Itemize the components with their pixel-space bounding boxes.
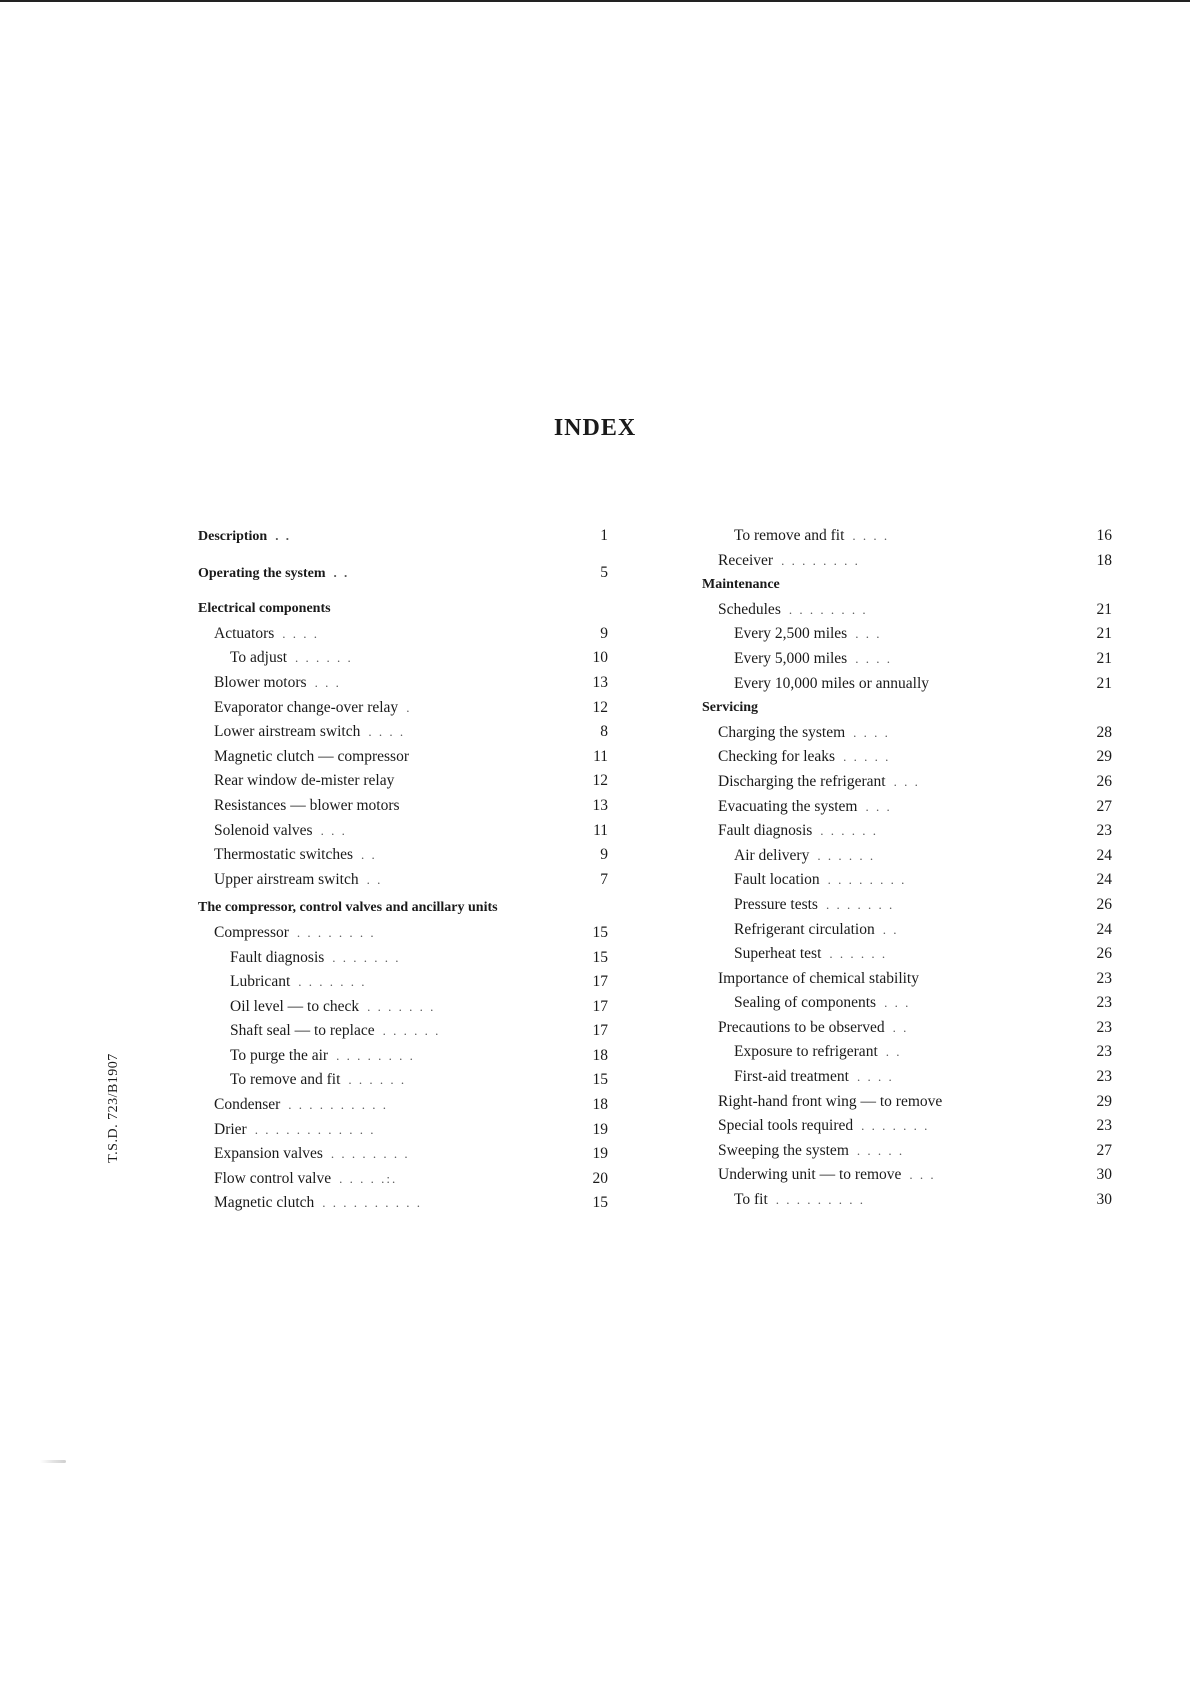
entry-page-number: 20 xyxy=(592,1169,608,1187)
page-title: INDEX xyxy=(553,415,637,441)
entry-text: Air delivery xyxy=(734,846,810,864)
index-entry xyxy=(198,1167,608,1192)
entry-page-number: 30 xyxy=(1096,1191,1112,1209)
entry-label xyxy=(718,967,919,992)
index-entry xyxy=(198,946,608,971)
entry-text: Electrical components xyxy=(198,601,331,617)
entry-label xyxy=(214,696,411,721)
entry-page-number: 12 xyxy=(592,698,608,716)
entry-text: Servicing xyxy=(702,700,758,716)
dot-leader: . . . . xyxy=(855,650,892,666)
entry-page-number: 21 xyxy=(1096,674,1112,692)
dot-leader: . . xyxy=(361,847,377,863)
entry-label xyxy=(214,921,376,946)
index-entry xyxy=(702,1163,1112,1188)
entry-label xyxy=(230,970,367,995)
entry-label xyxy=(230,1019,440,1044)
dot-leader: . . . . . . . . . . . . xyxy=(254,1121,376,1137)
entry-label xyxy=(734,1040,902,1065)
entry-page-number: 23 xyxy=(1096,994,1112,1012)
dot-leader: . . . . . . . . xyxy=(336,1047,415,1063)
index-entry xyxy=(702,1090,1112,1115)
entry-page-number: 23 xyxy=(1096,969,1112,987)
index-column-right xyxy=(702,524,1112,1213)
dot-leader: . . . . xyxy=(282,625,320,641)
dot-leader: . . . . . . xyxy=(382,1023,441,1039)
dot-leader: . . xyxy=(885,1044,902,1060)
entry-text: To adjust xyxy=(230,649,288,667)
index-entry xyxy=(702,991,1112,1016)
index-entry xyxy=(702,1040,1112,1065)
index-entry xyxy=(198,970,608,995)
entry-page-number: 26 xyxy=(1096,772,1112,790)
entry-label xyxy=(734,942,887,967)
entry-text: Checking for leaks xyxy=(718,748,836,766)
index-entry xyxy=(702,1065,1112,1090)
entry-text: Lower airstream switch xyxy=(214,723,361,741)
index-entry xyxy=(702,868,1112,893)
entry-page-number: 7 xyxy=(600,870,608,888)
entry-label xyxy=(718,1090,942,1115)
entry-label xyxy=(718,1016,908,1041)
entry-label xyxy=(214,1093,388,1118)
top-border-rule xyxy=(0,0,1190,2)
entry-label xyxy=(198,524,291,550)
entry-text: Discharging the refrigerant xyxy=(718,772,886,790)
index-entry xyxy=(702,918,1112,943)
index-entry xyxy=(702,967,1112,992)
entry-page-number: 17 xyxy=(592,1022,608,1040)
dot-leader: . . . . . . . . . . xyxy=(288,1097,389,1113)
entry-label xyxy=(214,745,409,770)
entry-label xyxy=(198,597,331,622)
entry-page-number: 18 xyxy=(592,1046,608,1064)
index-entry xyxy=(198,794,608,819)
dot-leader: . . . . . . . xyxy=(332,949,401,965)
dot-leader: . . . . . . . . . xyxy=(775,1192,866,1208)
entry-label xyxy=(718,721,890,746)
dot-leader: . . xyxy=(882,921,899,937)
entry-page-number: 19 xyxy=(592,1120,608,1138)
entry-text: Importance of chemical stability xyxy=(718,969,919,987)
index-entry xyxy=(702,1188,1112,1213)
entry-text: Receiver xyxy=(718,551,774,569)
entry-page-number: 17 xyxy=(592,973,608,991)
index-entry xyxy=(702,647,1112,672)
entry-text: Lubricant xyxy=(230,973,291,991)
index-entry xyxy=(702,598,1112,623)
dot-leader: . . . . xyxy=(853,724,890,740)
dot-leader: . . . . . xyxy=(843,749,891,765)
entry-label xyxy=(214,794,400,819)
entry-label xyxy=(734,647,892,672)
entry-label xyxy=(718,1114,929,1139)
entry-text: First-aid treatment xyxy=(734,1068,849,1086)
entry-page-number: 9 xyxy=(600,846,608,864)
dot-leader: . . . . . . . . xyxy=(330,1146,410,1162)
index-entry xyxy=(198,868,608,893)
document-reference-code: T.S.D. 723/B1907 xyxy=(106,1053,121,1163)
dot-leader: . . xyxy=(333,564,350,580)
entry-page-number: 19 xyxy=(592,1145,608,1163)
dot-leader: . . . . . . xyxy=(295,650,353,666)
entry-text: Fault diagnosis xyxy=(718,822,813,840)
entry-text: Evacuating the system xyxy=(718,797,858,815)
entry-text: Resistances — blower motors xyxy=(214,796,400,814)
entry-label xyxy=(718,1163,936,1188)
index-entry xyxy=(702,893,1112,918)
index-entry xyxy=(198,995,608,1020)
entry-text: Oil level — to check xyxy=(230,997,360,1015)
entry-text: Precautions to be observed xyxy=(718,1018,885,1036)
dot-leader: . . . . . . . xyxy=(367,998,436,1014)
entry-label xyxy=(214,622,319,647)
entry-text: Every 10,000 miles or annually xyxy=(734,674,929,692)
index-entry xyxy=(702,745,1112,770)
dot-leader: . . . xyxy=(865,798,892,814)
index-entry xyxy=(702,549,1112,574)
entry-page-number: 30 xyxy=(1096,1166,1112,1184)
entry-text: Schedules xyxy=(718,600,781,618)
entry-text: Blower motors xyxy=(214,673,307,691)
entry-text: Thermostatic switches xyxy=(214,846,354,864)
scan-speck xyxy=(40,1460,66,1463)
entry-label xyxy=(734,991,910,1016)
dot-leader: . . . . . . xyxy=(817,847,876,863)
entry-label xyxy=(198,896,498,921)
index-entry xyxy=(702,1139,1112,1164)
entry-page-number: 13 xyxy=(592,673,608,691)
index-entry xyxy=(198,921,608,946)
entry-label xyxy=(214,868,382,893)
entry-label xyxy=(718,795,892,820)
entry-page-number: 26 xyxy=(1096,895,1112,913)
entry-page-number: 23 xyxy=(1096,822,1112,840)
entry-page-number: 10 xyxy=(592,649,608,667)
index-entry xyxy=(702,1114,1112,1139)
index-heading xyxy=(702,573,1112,598)
entry-text: Every 5,000 miles xyxy=(734,649,848,667)
index-column-left xyxy=(198,524,608,1216)
dot-leader: . . . xyxy=(855,626,882,642)
entry-text: Actuators xyxy=(214,624,275,642)
index-entry xyxy=(198,671,608,696)
entry-page-number: 27 xyxy=(1096,1141,1112,1159)
entry-text: Magnetic clutch xyxy=(214,1194,315,1212)
entry-label xyxy=(734,844,875,869)
dot-leader: . . . . . . xyxy=(820,823,879,839)
entry-text: Pressure tests xyxy=(734,895,818,913)
entry-label xyxy=(214,843,377,868)
index-entry xyxy=(702,622,1112,647)
entry-text: Every 2,500 miles xyxy=(734,625,848,643)
entry-text: Flow control valve xyxy=(214,1169,332,1187)
entry-label xyxy=(198,561,349,587)
index-heading xyxy=(198,597,608,622)
entry-text: Operating the system xyxy=(198,565,326,581)
index-heading xyxy=(198,524,608,549)
entry-label xyxy=(230,995,435,1020)
dot-leader: . . . xyxy=(320,822,347,838)
dot-leader: . . xyxy=(275,528,291,543)
entry-page-number: 27 xyxy=(1096,797,1112,815)
dot-leader: . . . . . . . xyxy=(861,1118,930,1134)
entry-text: Superheat test xyxy=(734,945,822,963)
index-entry xyxy=(198,1068,608,1093)
index-entry xyxy=(198,769,608,794)
entry-text: The compressor, control valves and ancillary units xyxy=(198,900,498,916)
index-entry xyxy=(702,721,1112,746)
entry-text: Exposure to refrigerant xyxy=(734,1043,878,1061)
entry-text: To purge the air xyxy=(230,1046,329,1064)
entry-text: Refrigerant circulation xyxy=(734,920,875,938)
entry-page-number: 23 xyxy=(1096,1117,1112,1135)
entry-page-number: 9 xyxy=(600,624,608,642)
entry-page-number: 11 xyxy=(593,747,608,765)
entry-label xyxy=(214,720,405,745)
entry-page-number: 21 xyxy=(1096,625,1112,643)
entry-page-number: 23 xyxy=(1096,1068,1112,1086)
entry-page-number: 24 xyxy=(1096,920,1112,938)
index-entry xyxy=(198,819,608,844)
entry-label xyxy=(718,598,868,623)
entry-page-number: 16 xyxy=(1096,527,1112,544)
entry-page-number: 29 xyxy=(1096,748,1112,766)
dot-leader: . . xyxy=(366,871,383,887)
entry-text: Sweeping the system xyxy=(718,1141,849,1159)
entry-text: To remove and fit xyxy=(230,1071,341,1089)
dot-leader: . . . xyxy=(314,674,341,690)
entry-label xyxy=(734,918,898,943)
entry-page-number: 17 xyxy=(592,997,608,1015)
index-entry xyxy=(702,770,1112,795)
index-entry xyxy=(198,622,608,647)
entry-page-number: 5 xyxy=(600,563,608,581)
entry-label xyxy=(718,770,920,795)
entry-text: Shaft seal — to replace xyxy=(230,1022,375,1040)
entry-page-number: 24 xyxy=(1096,846,1112,864)
entry-text: Sealing of components xyxy=(734,994,877,1012)
entry-label xyxy=(214,819,347,844)
entry-label xyxy=(702,696,758,721)
entry-page-number: 29 xyxy=(1096,1092,1112,1110)
index-entry xyxy=(198,646,608,671)
dot-leader: . . xyxy=(892,1019,909,1035)
entry-label xyxy=(718,1139,904,1164)
dot-leader: . . . xyxy=(884,995,911,1011)
entry-label xyxy=(734,622,881,647)
entry-text: Magnetic clutch — compressor xyxy=(214,747,409,765)
entry-label xyxy=(734,893,894,918)
dot-leader: . . . . .:. xyxy=(339,1170,398,1186)
entry-text: Maintenance xyxy=(702,577,780,593)
dot-leader: . . . . . . xyxy=(348,1072,407,1088)
entry-text: Underwing unit — to remove xyxy=(718,1166,902,1184)
dot-leader: . . . . . . . . xyxy=(827,872,907,888)
index-entry xyxy=(198,1044,608,1069)
entry-label xyxy=(214,1167,397,1192)
entry-page-number: 8 xyxy=(600,723,608,741)
entry-label xyxy=(702,573,780,598)
dot-leader: . . . xyxy=(909,1167,936,1183)
index-entry xyxy=(198,1191,608,1216)
index-entry xyxy=(198,1019,608,1044)
entry-page-number: 13 xyxy=(592,796,608,814)
entry-text: Drier xyxy=(214,1120,247,1138)
entry-label xyxy=(214,671,341,696)
dot-leader: . . . . . xyxy=(856,1142,905,1158)
dot-leader: . . . xyxy=(893,773,920,789)
entry-page-number: 18 xyxy=(592,1096,608,1114)
entry-text: Description xyxy=(198,529,268,544)
entry-text: Evaporator change-over relay xyxy=(214,698,399,716)
index-entry xyxy=(198,1118,608,1143)
entry-label xyxy=(718,745,890,770)
entry-label xyxy=(230,946,401,971)
entry-page-number: 21 xyxy=(1096,649,1112,667)
dot-leader: . . . . xyxy=(852,528,890,543)
dot-leader: . . . . xyxy=(856,1069,894,1085)
entry-label xyxy=(230,646,353,671)
entry-label xyxy=(214,1142,410,1167)
index-entry xyxy=(702,795,1112,820)
entry-page-number: 18 xyxy=(1096,551,1112,569)
entry-label xyxy=(214,1118,375,1143)
entry-page-number: 26 xyxy=(1096,945,1112,963)
dot-leader: . . . . . . . xyxy=(298,974,367,990)
index-entry xyxy=(702,844,1112,869)
entry-label xyxy=(734,672,929,697)
dot-leader: . . . . . . . . . . xyxy=(322,1195,423,1211)
entry-text: Special tools required xyxy=(718,1117,854,1135)
index-entry xyxy=(198,843,608,868)
dot-leader: . xyxy=(406,699,412,715)
index-entry xyxy=(198,720,608,745)
dot-leader: . . . . . . . . xyxy=(781,552,860,568)
index-entry xyxy=(702,942,1112,967)
entry-text: Charging the system xyxy=(718,723,846,741)
dot-leader: . . . . xyxy=(368,724,406,740)
entry-text: Expansion valves xyxy=(214,1145,323,1163)
entry-label xyxy=(230,1044,415,1069)
entry-text: Condenser xyxy=(214,1096,281,1114)
entry-page-number: 15 xyxy=(592,923,608,941)
dot-leader: . . . . . . . . xyxy=(788,601,868,617)
index-heading xyxy=(198,896,608,921)
index-entry xyxy=(702,524,1112,549)
entry-text: To remove and fit xyxy=(734,527,845,544)
entry-label xyxy=(718,819,878,844)
entry-text: Fault diagnosis xyxy=(230,948,325,966)
entry-page-number: 15 xyxy=(592,1071,608,1089)
entry-text: Right-hand front wing — to remove xyxy=(718,1092,943,1110)
index-entry xyxy=(702,1016,1112,1041)
entry-label xyxy=(734,868,906,893)
entry-label xyxy=(734,1188,865,1213)
entry-text: Compressor xyxy=(214,923,289,941)
entry-text: Rear window de-mister relay xyxy=(214,772,395,790)
entry-page-number: 15 xyxy=(592,1194,608,1212)
index-entry xyxy=(198,1142,608,1167)
dot-leader: . . . . . . . xyxy=(825,896,895,912)
entry-label xyxy=(214,769,394,794)
entry-label xyxy=(230,1068,406,1093)
entry-label xyxy=(718,549,860,574)
index-entry xyxy=(702,672,1112,697)
entry-text: Solenoid valves xyxy=(214,821,313,839)
entry-text: To fit xyxy=(734,1191,768,1209)
index-entry xyxy=(198,745,608,770)
index-heading xyxy=(198,561,608,586)
entry-page-number: 11 xyxy=(593,821,608,839)
entry-label xyxy=(734,1065,894,1090)
entry-page-number: 24 xyxy=(1096,871,1112,889)
entry-label xyxy=(214,1191,422,1216)
index-entry xyxy=(198,696,608,721)
entry-text: Upper airstream switch xyxy=(214,870,359,888)
entry-text: Fault location xyxy=(734,871,820,889)
entry-page-number: 12 xyxy=(592,772,608,790)
index-heading xyxy=(702,696,1112,721)
entry-page-number: 21 xyxy=(1096,600,1112,618)
entry-page-number: 15 xyxy=(592,948,608,966)
entry-page-number: 28 xyxy=(1096,723,1112,741)
entry-label xyxy=(734,524,889,549)
entry-page-number: 1 xyxy=(600,527,608,544)
entry-page-number: 23 xyxy=(1096,1043,1112,1061)
index-entry xyxy=(702,819,1112,844)
entry-page-number: 23 xyxy=(1096,1018,1112,1036)
index-entry xyxy=(198,1093,608,1118)
dot-leader: . . . . . . xyxy=(829,946,888,962)
dot-leader: . . . . . . . . xyxy=(296,924,376,940)
